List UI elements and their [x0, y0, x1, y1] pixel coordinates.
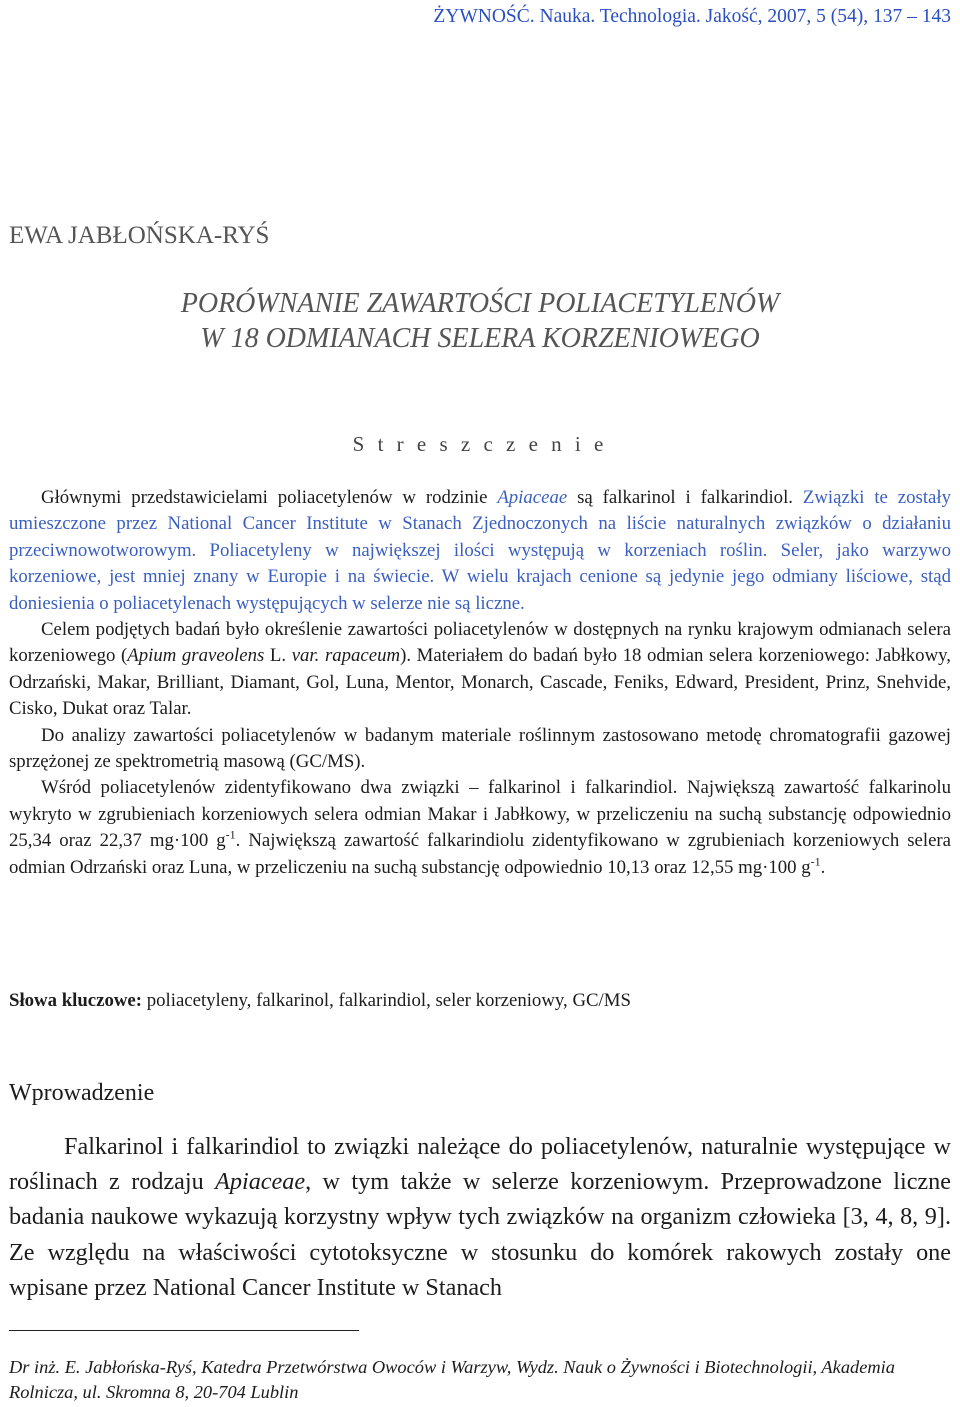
abstract-paragraph-2: [9, 617, 951, 723]
abstract-p2-text-b: L.: [264, 645, 292, 667]
abstract-p4-superscript-2: -1: [810, 854, 821, 869]
introduction-paragraph-1: [9, 1129, 951, 1305]
abstract-p2-text-c: ). Materiałem do badań było 18 odmian selera korzeniowego: Jabłkowy, Odrzański, Makar, Brilliant, Diamant, Gol, Luna, Mentor, Monarch, Cascade, Feniks, Edward, President, Prinz, Snehvide, Cisko, Dukat oraz Talar.: [9, 645, 952, 720]
abstract-p2-italic-2: var. rapaceum: [291, 645, 401, 667]
abstract-paragraph-3: Do analizy zawartości poliacetylenów w badanym materiale roślinnym zastosowano metodę chromatografii gazowej sprzężonej ze spektrometrią masową (GC/MS).: [9, 724, 951, 773]
keywords-text: poliacetyleny, falkarinol, falkarindiol, seler korzeniowy, GC/MS: [142, 990, 631, 1011]
abstract-p1-text-b: są falkarinol i falkarindiol.: [567, 487, 803, 508]
abstract-heading: S t r e s z c z e n i e: [352, 432, 608, 456]
title-line-2: W 18 ODMIANACH SELERA KORZENIOWEGO: [200, 323, 760, 354]
author-affiliation-footnote: Dr inż. E. Jabłońska-Ryś, Katedra Przetwórstwa Owoców i Warzyw, Wydz. Nauk o Żywności i Biotechnologii, Akademia Rolnicza, ul. Skromna 8, 20-704 Lublin: [9, 1357, 895, 1402]
abstract-p4-text-a: Wśród poliacetylenów zidentyfikowano dwa związki – falkarinol i falkarindiol. Największą zawartość falkarinolu wykryto w zgrubieniach korzeniowych selera odmian Makar i Jabłkowy, w przeliczeniu na suchą substancję odpowiednio 25,34 oraz 22,37 mg·100 g: [9, 777, 951, 852]
abstract-paragraph-1: [9, 485, 951, 617]
intro-p1-text-b: , w tym także w selerze korzeniowym. Przeprowadzone liczne badania naukowe wykazują korzystny wpływ tych związków na organizm człowieka [3, 4, 8, 9]. Ze względu na właściwości cytotoksyczne w stosunku do komórek rakowych zostały one wpisane przez National Cancer Institute w Stanach: [9, 1168, 951, 1301]
abstract-p1-italic: Apiaceae: [497, 487, 568, 508]
abstract-p2-italic-1: Apium graveolens: [127, 645, 265, 667]
section-heading-introduction: Wprowadzenie: [9, 1080, 155, 1106]
abstract-body: [9, 485, 951, 881]
journal-citation: ŻYWNOŚĆ. Nauka. Technologia. Jakość, 2007, 5 (54), 137 – 143: [433, 6, 951, 27]
intro-p1-italic: Apiaceae: [215, 1168, 306, 1196]
keywords: [9, 990, 951, 1012]
introduction-body: [9, 1129, 951, 1305]
abstract-p1-text-a: Głównymi przedstawicielami poliacetylenów w rodzinie: [41, 487, 498, 508]
abstract-p1-text-c: Związki te zostały umieszczone przez National Cancer Institute w Stanach Zjednoczonych na liście naturalnych związków o działaniu przeciwnowotworowym. Poliacetyleny w największej ilości występują w korzeniach roślin. Seler, jako warzywo korzeniowe, jest mniej znany w Europie i na świecie. W wielu krajach cenione są jedynie jego odmiany liściowe, stąd doniesienia o poliacetylenach występujących w selerze nie są liczne.: [9, 487, 951, 614]
abstract-paragraph-4: [9, 775, 951, 881]
abstract-p4-text-b: . Największą zawartość falkarindiolu zidentyfikowano w zgrubieniach korzeniowych selera odmian Odrzański oraz Luna, w przeliczeniu na suchą substancję odpowiednio 10,13 oraz 12,55 mg·100 g: [9, 830, 951, 878]
footnote-rule: [9, 1330, 359, 1331]
abstract-p4-text-c: .: [820, 856, 826, 878]
abstract-p2-text-a: Celem podjętych badań było określenie zawartości poliacetylenów w dostępnych na rynku krajowym odmianach selera korzeniowego (: [9, 619, 951, 667]
abstract-p4-superscript-1: -1: [225, 828, 236, 843]
paper-title: [9, 286, 951, 356]
intro-p1-text-a: Falkarinol i falkarindiol to związki należące do poliacetylenów, naturalnie występujące w roślinach z rodzaju: [9, 1133, 951, 1196]
keywords-label: Słowa kluczowe:: [9, 990, 143, 1011]
paper-page: [9, 0, 951, 1407]
author-name: EWA JABŁOŃSKA-RYŚ: [9, 222, 270, 249]
title-line-1: PORÓWNANIE ZAWARTOŚCI POLIACETYLENÓW: [180, 288, 780, 319]
